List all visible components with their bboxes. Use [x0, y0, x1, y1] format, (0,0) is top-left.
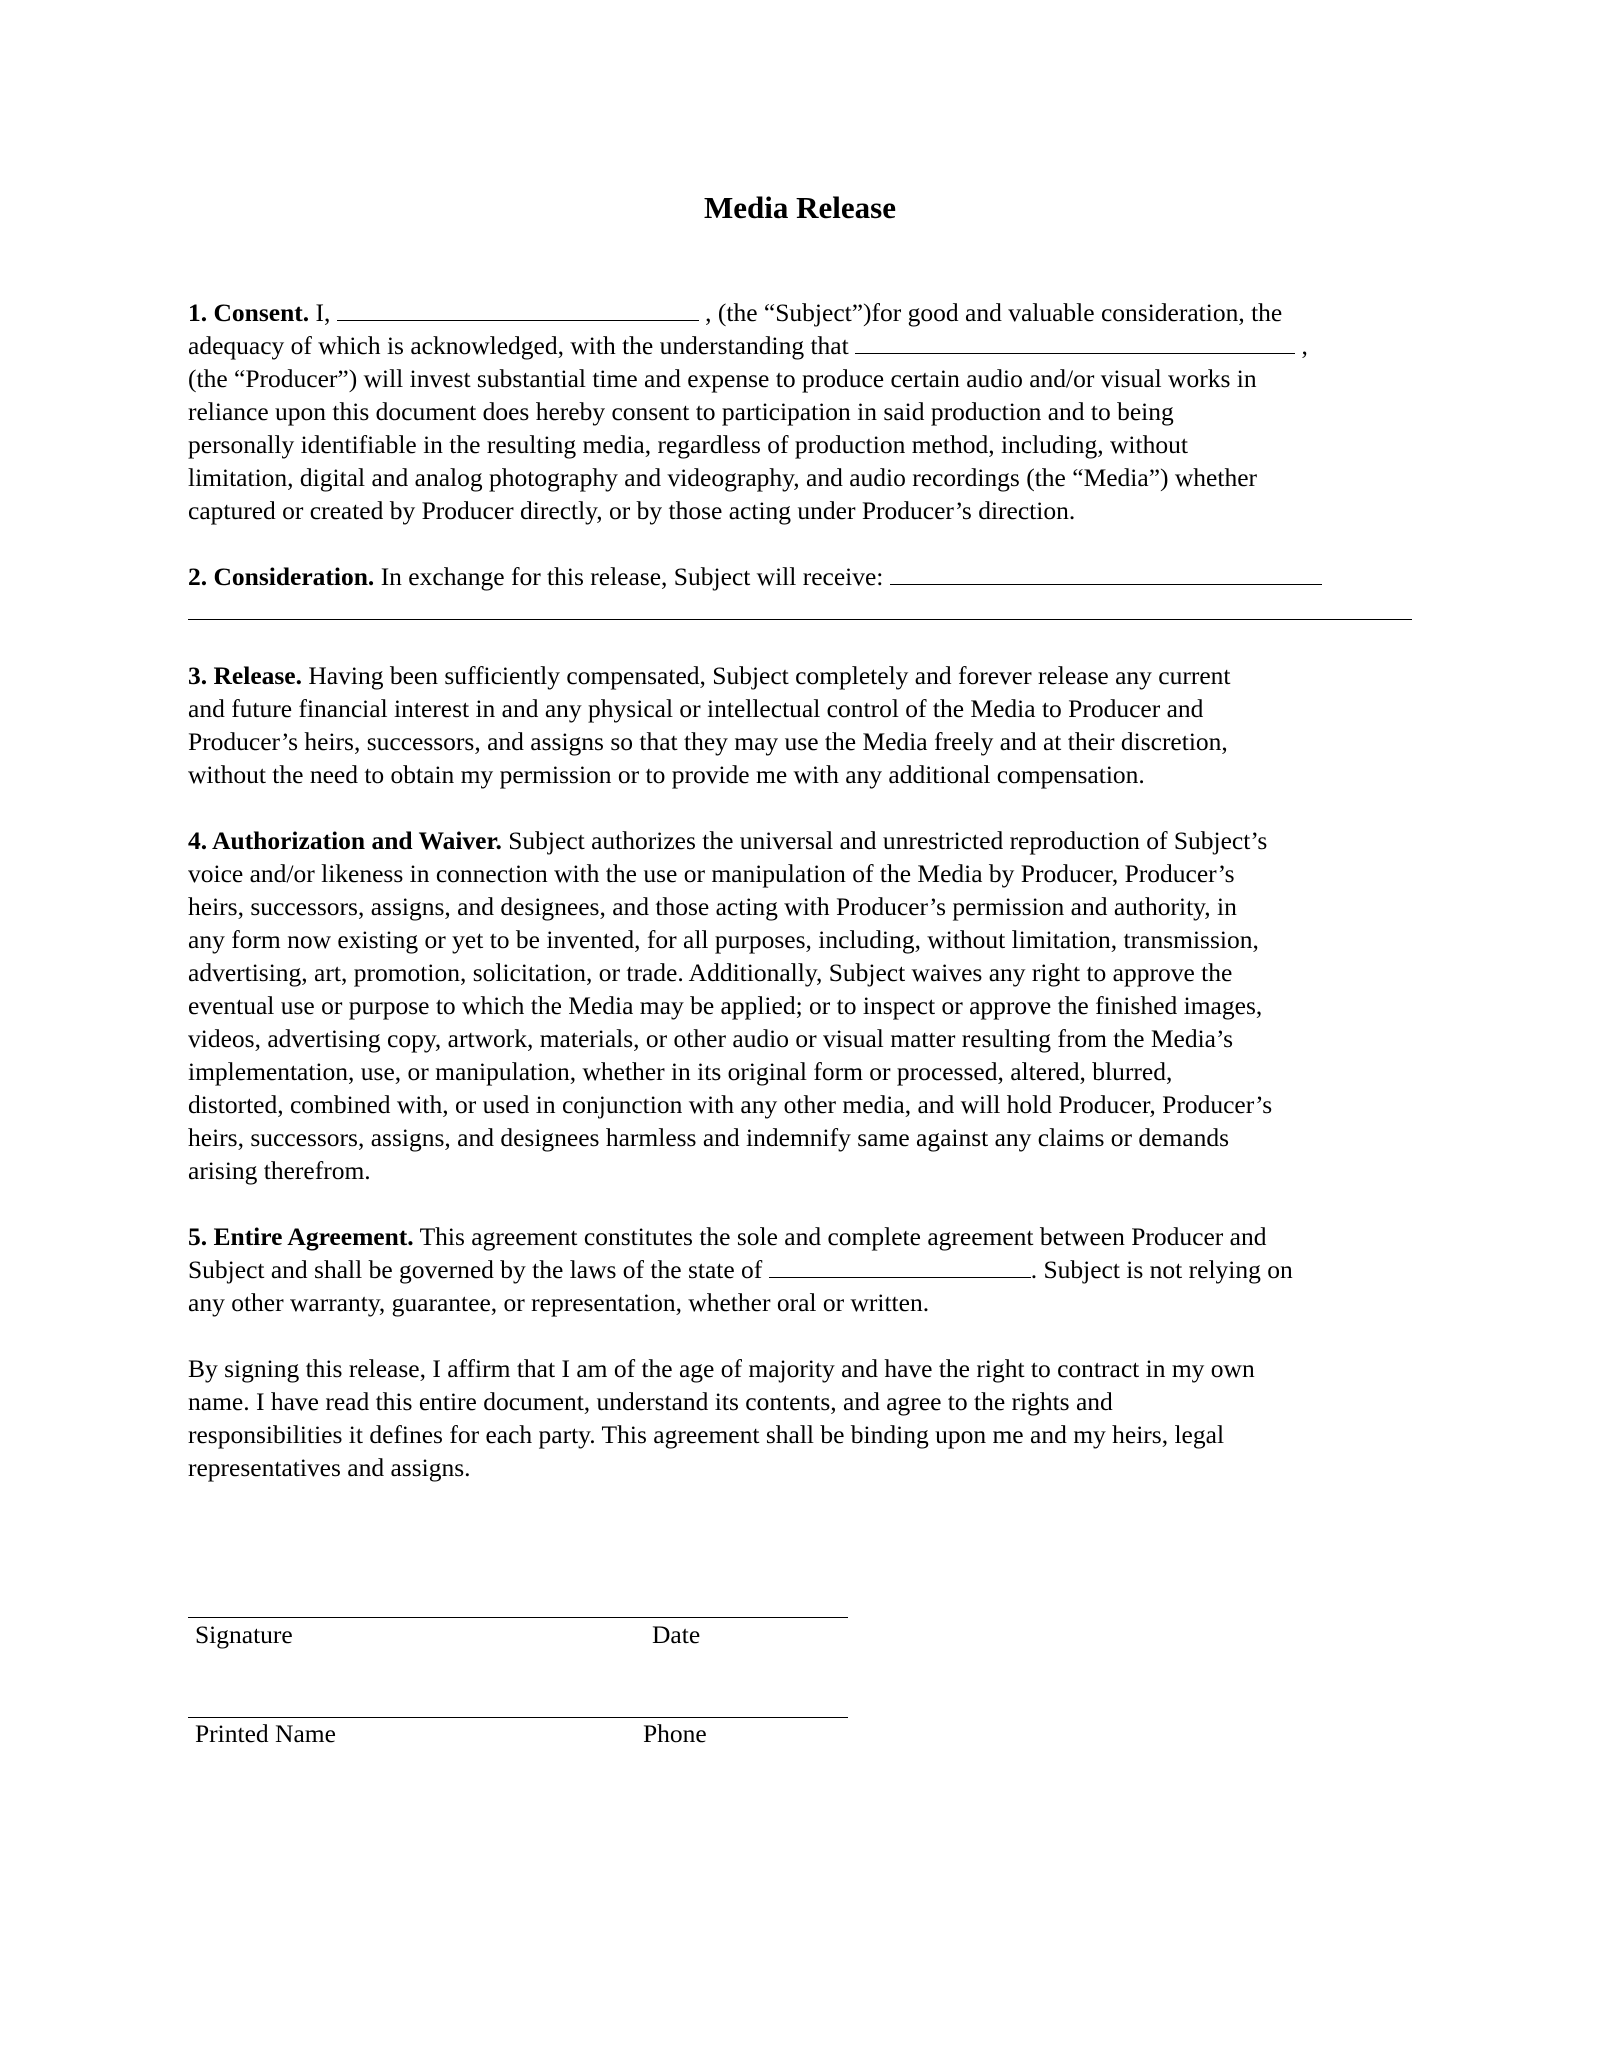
consent-line-7: captured or created by Producer directly, or by those acting under Producer’s direction.	[188, 496, 1076, 525]
authorization-line-8: implementation, use, or manipulation, whether in its original form or processed, altered, blurred,	[188, 1057, 1173, 1086]
affirmation-line-4: representatives and assigns.	[188, 1453, 471, 1482]
affirmation-line-2: name. I have read this entire document, understand its contents, and agree to the rights and	[188, 1387, 1113, 1416]
authorization-line-10: heirs, successors, assigns, and designees harmless and indemnify same against any claims or demands	[188, 1123, 1230, 1152]
consent-text: adequacy of which is acknowledged, with the understanding that	[188, 331, 856, 360]
document-title: Media Release	[704, 190, 896, 225]
authorization-line-7: videos, advertising copy, artwork, materials, or other audio or visual matter resulting from the Media’s	[188, 1024, 1233, 1053]
authorization-text: Subject authorizes the universal and unrestricted reproduction of Subject’s	[501, 826, 1268, 855]
consent-line-2	[188, 329, 1308, 362]
consideration-blank-1[interactable]	[890, 562, 1322, 585]
consideration-line-1	[188, 560, 1322, 593]
entire-heading: 5. Entire Agreement.	[188, 1222, 414, 1251]
authorization-line-11: arising therefrom.	[188, 1156, 371, 1185]
release-line-1	[188, 659, 1231, 692]
producer-name-blank[interactable]	[855, 331, 1295, 354]
affirmation-line-3: responsibilities it defines for each party. This agreement shall be binding upon me and my heirs, legal	[188, 1420, 1225, 1449]
release-heading: 3. Release.	[188, 661, 303, 690]
consent-text: ,	[1295, 331, 1308, 360]
signature-label: Signature	[195, 1620, 293, 1649]
consent-text: , (the “Subject”)for good and valuable consideration, the	[698, 298, 1283, 327]
consent-line-5: personally identifiable in the resulting media, regardless of production method, including, without	[188, 430, 1188, 459]
consideration-text: In exchange for this release, Subject will receive:	[374, 562, 890, 591]
consent-heading: 1. Consent.	[188, 298, 310, 327]
consideration-heading: 2. Consideration.	[188, 562, 375, 591]
printed-name-label: Printed Name	[195, 1719, 336, 1748]
consent-line-1	[188, 296, 1282, 329]
printed-name-phone-line[interactable]	[188, 1717, 848, 1718]
entire-line-1	[188, 1220, 1266, 1253]
release-line-2: and future financial interest in and any physical or intellectual control of the Media to Producer and	[188, 694, 1204, 723]
entire-text: Subject and shall be governed by the laws of the state of	[188, 1255, 769, 1284]
consent-line-3: (the “Producer”) will invest substantial time and expense to produce certain audio and/or visual works in	[188, 364, 1257, 393]
authorization-line-6: eventual use or purpose to which the Media may be applied; or to inspect or approve the finished images,	[188, 991, 1263, 1020]
signature-date-line[interactable]	[188, 1617, 848, 1618]
date-label: Date	[652, 1620, 701, 1649]
state-blank[interactable]	[769, 1255, 1031, 1278]
authorization-heading: 4. Authorization and Waiver.	[188, 826, 502, 855]
authorization-line-3: heirs, successors, assigns, and designees, and those acting with Producer’s permission and authority, in	[188, 892, 1237, 921]
entire-line-2	[188, 1253, 1293, 1286]
release-text: Having been sufficiently compensated, Subject completely and forever release any current	[302, 661, 1231, 690]
consent-line-4: reliance upon this document does hereby consent to participation in said production and to being	[188, 397, 1174, 426]
affirmation-line-1: By signing this release, I affirm that I am of the age of majority and have the right to contract in my own	[188, 1354, 1255, 1383]
authorization-line-2: voice and/or likeness in connection with the use or manipulation of the Media by Producer, Producer’s	[188, 859, 1235, 888]
consideration-blank-2[interactable]	[188, 619, 1412, 620]
consent-line-6: limitation, digital and analog photography and videography, and audio recordings (the “Media”) whether	[188, 463, 1258, 492]
authorization-line-1	[188, 824, 1267, 857]
entire-line-3: any other warranty, guarantee, or representation, whether oral or written.	[188, 1288, 930, 1317]
release-line-3: Producer’s heirs, successors, and assigns so that they may use the Media freely and at their discretion,	[188, 727, 1228, 756]
subject-name-blank[interactable]	[337, 298, 699, 321]
entire-text: This agreement constitutes the sole and complete agreement between Producer and	[413, 1222, 1267, 1251]
authorization-line-4: any form now existing or yet to be invented, for all purposes, including, without limitation, transmission,	[188, 925, 1259, 954]
release-line-4: without the need to obtain my permission or to provide me with any additional compensation.	[188, 760, 1145, 789]
entire-text: . Subject is not relying on	[1030, 1255, 1293, 1284]
phone-label: Phone	[643, 1719, 707, 1748]
authorization-line-9: distorted, combined with, or used in conjunction with any other media, and will hold Producer, Producer’s	[188, 1090, 1273, 1119]
authorization-line-5: advertising, art, promotion, solicitation, or trade. Additionally, Subject waives any right to approve the	[188, 958, 1233, 987]
consent-text: I,	[309, 298, 337, 327]
